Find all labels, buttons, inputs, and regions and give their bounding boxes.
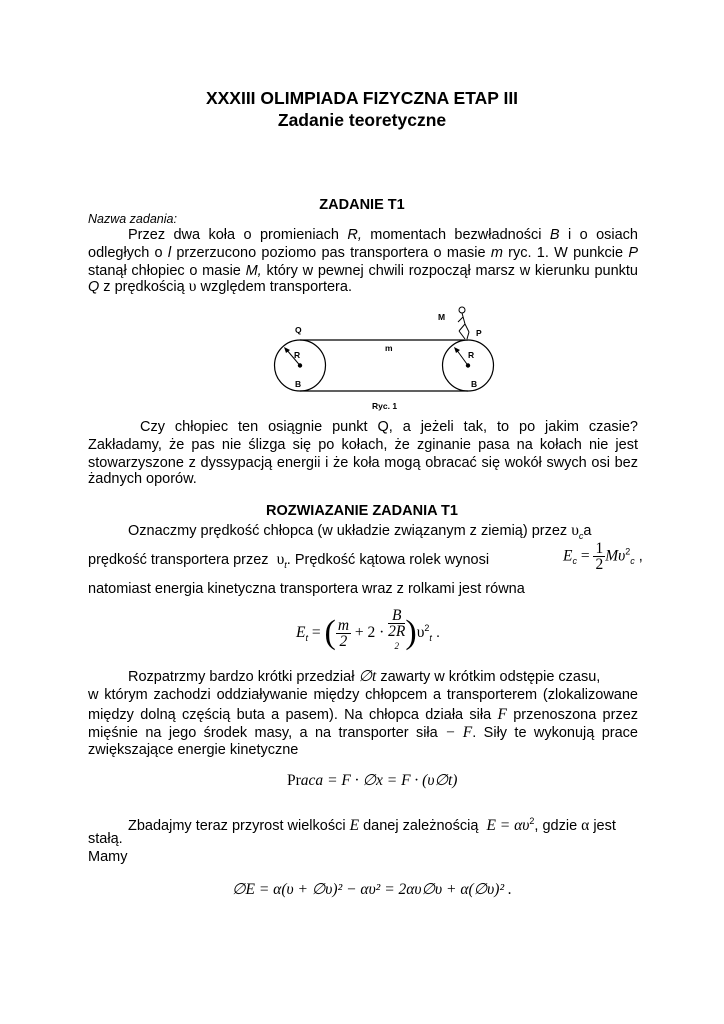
work-equation: Praca = F · ∅x = F · (υ∅t) <box>287 772 458 789</box>
task-paragraph-line-3: stanął chłopiec o masie M, który w pewnej chwili rozpoczął marsz w kierunku punktu <box>88 263 638 279</box>
label-B-right: B <box>471 379 478 389</box>
solution-line-10: stałą. <box>88 831 123 847</box>
solution-line-1: Oznaczmy prędkość chłopca (w układzie związanym z ziemią) przez $\upsilon_ca$ <box>128 522 592 541</box>
task-paragraph-line-1: Przez dwa koła o promieniach R, momentach bezwładności B i o osiach <box>128 227 638 243</box>
label-B-left: B <box>295 379 302 389</box>
solution-line-5: w którym zachodzi oddziaływanie między chłopcem a transporterem (zlokalizowane <box>88 687 638 703</box>
solution-line-8: zwiększające energie kinetyczne <box>88 742 299 758</box>
question-line-2: Zakładamy, że pas nie ślizga się po kołach, że zginanie pasa na kołach nie jest <box>88 437 638 453</box>
label-P: P <box>476 328 482 338</box>
label-m: m <box>385 343 393 353</box>
solution-line-2: prędkość transportera przez $\upsilon_t$. Prędkość kątowa rolek wynosi <box>88 551 490 570</box>
label-R-right: R <box>468 350 475 360</box>
document-subtitle: Zadanie teoretyczne <box>277 110 447 130</box>
boy-figure <box>458 307 469 339</box>
solution-line-11: Mamy <box>88 849 128 865</box>
right-radius-arrowhead <box>454 347 460 353</box>
kinetic-energy-boy-equation: $E_c$ = $\frac{1}{2}$ $M\upsilon^2_c$ , <box>563 540 643 573</box>
figure-caption: Ryc. 1 <box>372 401 398 411</box>
kinetic-energy-transporter-equation: $E_t$ = ( $\frac{m}{2}$ + 2 · B 2R $^2$ )$\upsilon^2_t$ . <box>296 607 440 652</box>
task-paragraph-line-2: odległych o l przerzucono poziomo pas transportera o masie m ryc. 1. W punkcie P <box>88 245 638 261</box>
solution-line-7: mięśnie na jego środek masy, a na transporter siła − F. Siły te wykonują prace <box>88 724 638 741</box>
task-name-label: Nazwa zadania: <box>88 212 177 226</box>
energy-increment-equation: ∅E = α(υ + ∅υ)² − αυ² = 2αυ∅υ + α(∅υ)² . <box>232 881 512 898</box>
question-line-1: Czy chłopiec ten osiągnie punkt Q, a jeżeli tak, to po jakim czasie? <box>140 419 638 435</box>
label-Q: Q <box>295 325 302 335</box>
document-title: XXXIII OLIMPIADA FIZYCZNA ETAP III <box>205 88 519 108</box>
solution-line-4: Rozpatrzmy bardzo krótki przedział ∅t zawarty w krótkim odstępie czasu, <box>128 668 601 685</box>
question-line-3: stowarzyszone z dyssypacją energii i że koła mogą obracać się wokół swych osi bez <box>88 455 638 471</box>
solution-heading: ROZWIAZANIE ZADANIA T1 <box>266 503 458 519</box>
solution-line-3: natomiast energia kinetyczna transportera wraz z rolkami jest równa <box>88 581 525 597</box>
solution-line-9: Zbadajmy teraz przyrost wielkości E danej zależnością $E = \alpha\upsilon^2$, gdzie α jest <box>128 816 616 834</box>
question-line-4: żadnych oporów. <box>88 471 197 487</box>
solution-line-6: między dolną częścią buta a pasem). Na chłopca działa siła F przenoszona przez <box>88 706 639 723</box>
conveyor-figure <box>260 300 520 415</box>
label-R-left: R <box>294 350 301 360</box>
task-heading: ZADANIE T1 <box>319 197 405 213</box>
task-paragraph-line-4: Q z prędkością υ względem transportera. <box>88 278 352 295</box>
label-M: M <box>438 312 446 322</box>
